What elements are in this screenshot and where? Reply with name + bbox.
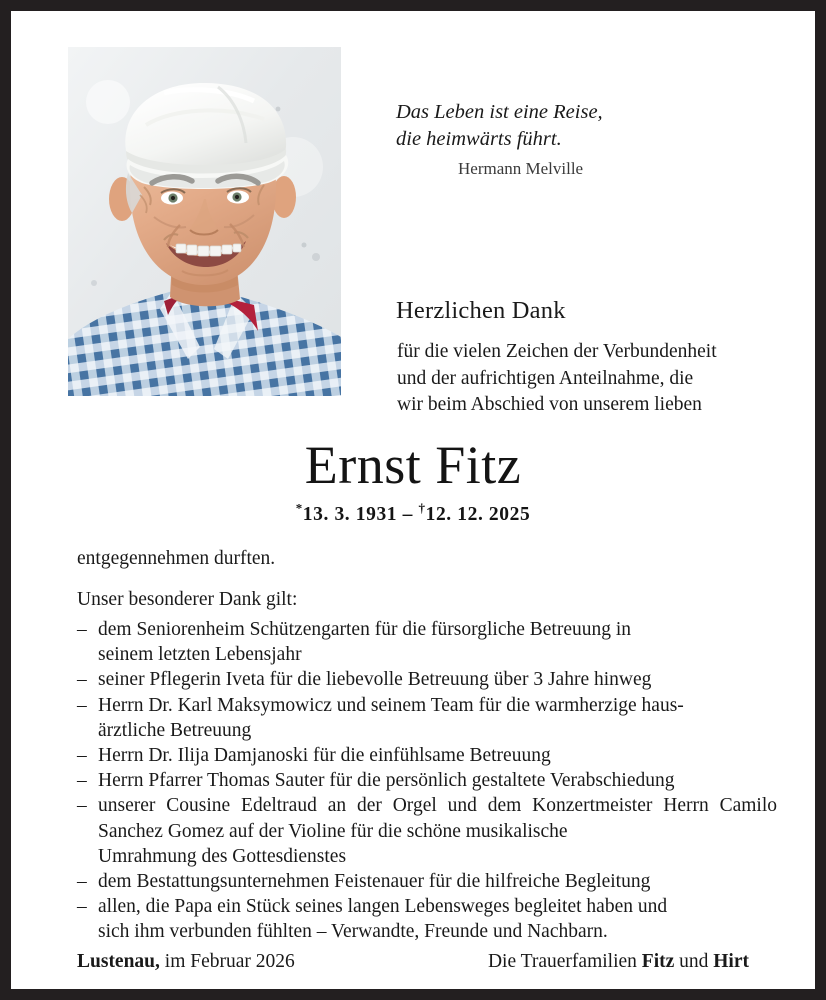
deceased-dates bbox=[11, 500, 815, 527]
list-item bbox=[77, 894, 777, 944]
list-item bbox=[77, 768, 777, 793]
list-item-text: Herrn Dr. Karl Maksymowicz und seinem Team für die warmherzige haus- bbox=[98, 694, 684, 716]
list-item bbox=[77, 693, 777, 743]
death-date: 12. 12. 2025 bbox=[425, 504, 531, 525]
notice-footer bbox=[77, 949, 749, 974]
footer-place-date bbox=[77, 949, 295, 974]
memorial-quote bbox=[396, 99, 776, 180]
death-symbol: † bbox=[418, 500, 426, 516]
list-item-text: dem Bestattungsunternehmen Feistenauer für die hilfreiche Begleitung bbox=[98, 871, 651, 893]
thanks-intro-line-3: wir beim Abschied von unserem lieben bbox=[397, 394, 702, 415]
thanks-heading: Herzlichen Dank bbox=[396, 297, 566, 324]
list-item-tail: seinem letzten Lebensjahr bbox=[98, 644, 302, 666]
quote-line-1: Das Leben ist eine Reise, bbox=[396, 101, 603, 123]
special-thanks-list bbox=[77, 617, 777, 945]
list-item bbox=[77, 793, 777, 869]
footer-families-conjunction: und bbox=[674, 951, 714, 972]
deceased-name: Ernst Fitz bbox=[304, 435, 522, 495]
thanks-continuation: entgegennehmen durften. bbox=[77, 548, 276, 569]
list-item bbox=[77, 743, 777, 768]
footer-family-1: Fitz bbox=[641, 951, 675, 972]
list-item bbox=[77, 667, 777, 692]
portrait-photo bbox=[68, 47, 341, 396]
portrait-photo-image bbox=[68, 47, 341, 396]
list-item-text: seiner Pflegerin Iveta für die liebevolle Betreuung über 3 Jahre hinweg bbox=[98, 669, 652, 691]
footer-place: Lustenau, bbox=[77, 951, 160, 972]
birth-date: 13. 3. 1931 bbox=[302, 504, 398, 525]
list-item-tail: sich ihm verbunden fühlten – Verwandte, Freunde und Nachbarn. bbox=[98, 921, 608, 943]
quote-line-2: die heimwärts führt. bbox=[396, 128, 562, 150]
list-item-text: Herrn Pfarrer Thomas Sauter für die persönlich gestaltete Verabschiedung bbox=[98, 770, 675, 792]
list-item-tail: ärztliche Betreuung bbox=[98, 719, 252, 741]
footer-date: im Februar 2026 bbox=[159, 951, 295, 972]
list-item-text: dem Seniorenheim Schützengarten für die fürsorgliche Betreuung in bbox=[98, 619, 632, 640]
date-separator: – bbox=[402, 504, 413, 525]
footer-families-prefix: Die Trauerfamilien bbox=[487, 951, 642, 972]
list-item bbox=[77, 869, 777, 894]
special-thanks-intro: Unser besonderer Dank gilt: bbox=[77, 589, 298, 610]
thanks-intro-line-2: und der aufrichtigen Anteilnahme, die bbox=[397, 367, 694, 389]
thanks-intro-text bbox=[397, 339, 765, 419]
list-item-text: Herrn Dr. Ilija Damjanoski für die einfühlsame Betreuung bbox=[98, 745, 551, 767]
footer-family-2: Hirt bbox=[713, 951, 749, 972]
list-item-text: allen, die Papa ein Stück seines langen Lebensweges begleitet haben und bbox=[98, 896, 668, 918]
list-item bbox=[77, 617, 777, 667]
thanks-intro-line-1: für die vielen Zeichen der Verbundenheit bbox=[397, 341, 717, 362]
list-item-tail: Umrahmung des Gottesdienstes bbox=[98, 845, 347, 867]
list-item-text: unserer Cousine Edeltraud an der Orgel und dem Konzertmeister Herrn Camilo Sanchez Gomez auf der Violine für die schöne musikalische bbox=[98, 795, 777, 842]
quote-author: Hermann Melville bbox=[458, 159, 584, 178]
birth-symbol: * bbox=[295, 500, 303, 516]
notice-inner bbox=[11, 11, 815, 989]
footer-families bbox=[488, 949, 749, 974]
